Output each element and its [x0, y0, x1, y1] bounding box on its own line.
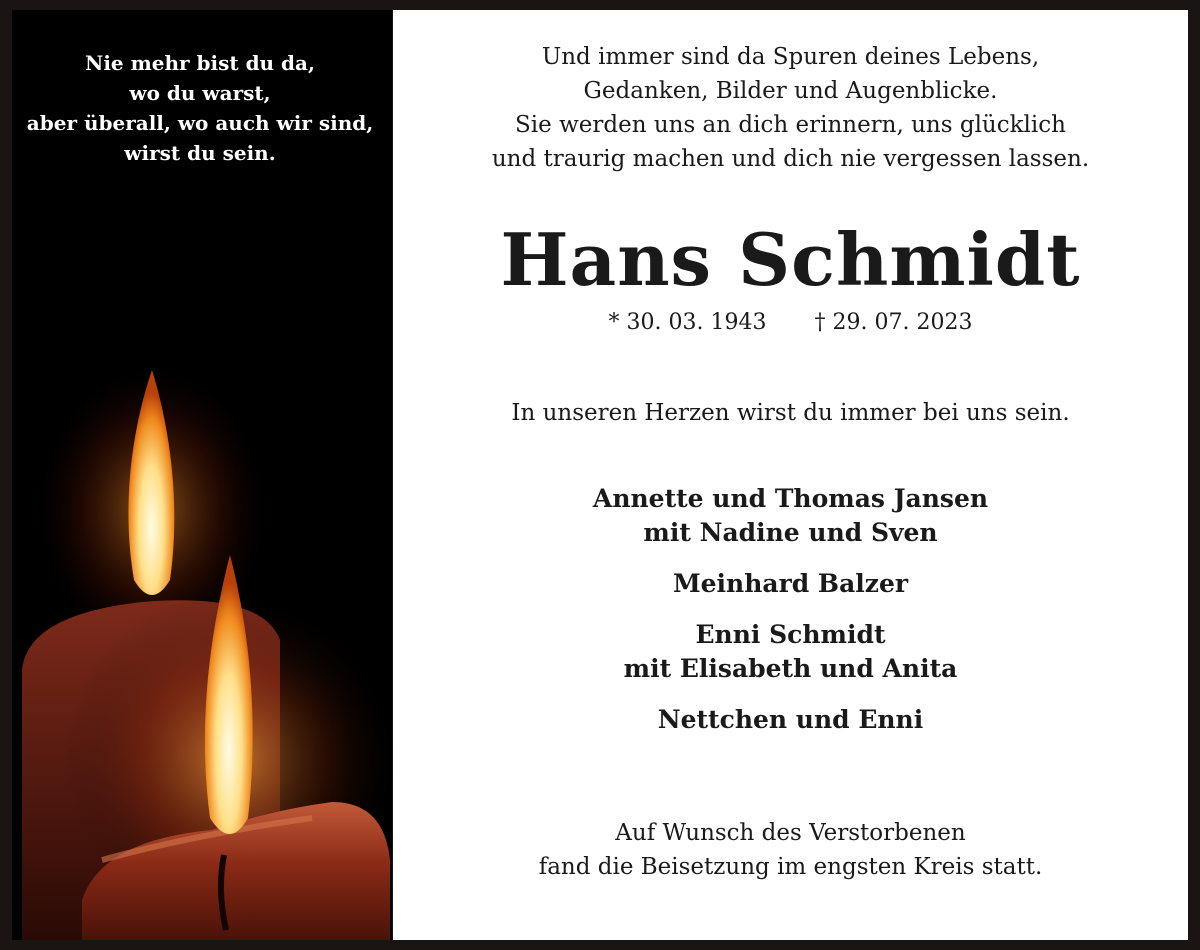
- mourner-line: Annette und Thomas Jansen: [592, 484, 989, 513]
- candle-panel: [12, 10, 392, 940]
- closing-line: fand die Beisetzung im engsten Kreis statt.: [538, 854, 1043, 880]
- mourner-line: mit Nadine und Sven: [643, 518, 938, 547]
- mourner-group: [393, 618, 1188, 686]
- left-quote-line: wo du warst,: [129, 81, 271, 105]
- remembrance-line: In unseren Herzen wirst du immer bei uns sein.: [511, 400, 1070, 426]
- mourner-line: Enni Schmidt: [695, 620, 886, 649]
- mourners-list: [393, 482, 1188, 754]
- left-quote-line: aber überall, wo auch wir sind,: [26, 111, 374, 135]
- mourner-group: [393, 567, 1188, 601]
- text-panel: [393, 10, 1188, 940]
- birth-date: * 30. 03. 1943: [608, 310, 767, 335]
- poem: [393, 40, 1188, 176]
- mourner-group: [393, 482, 1188, 550]
- closing-note: [393, 816, 1188, 884]
- mourner-group: [393, 703, 1188, 737]
- closing-line: Auf Wunsch des Verstorbenen: [615, 820, 966, 846]
- poem-line: Sie werden uns an dich erinnern, uns glücklich: [515, 112, 1066, 138]
- deceased-name: Hans Schmidt: [500, 217, 1081, 302]
- left-quote-line: wirst du sein.: [124, 141, 276, 165]
- poem-line: Gedanken, Bilder und Augenblicke.: [583, 78, 998, 104]
- death-date: † 29. 07. 2023: [814, 310, 973, 335]
- left-quote: [12, 48, 388, 168]
- mourner-line: Meinhard Balzer: [672, 569, 909, 598]
- candles-image: [12, 340, 392, 940]
- poem-line: Und immer sind da Spuren deines Lebens,: [541, 44, 1040, 70]
- left-quote-line: Nie mehr bist du da,: [85, 51, 315, 75]
- mourner-line: Nettchen und Enni: [657, 705, 924, 734]
- life-dates: [393, 310, 1188, 335]
- poem-line: und traurig machen und dich nie vergessen lassen.: [491, 146, 1090, 172]
- mourner-line: mit Elisabeth und Anita: [623, 654, 958, 683]
